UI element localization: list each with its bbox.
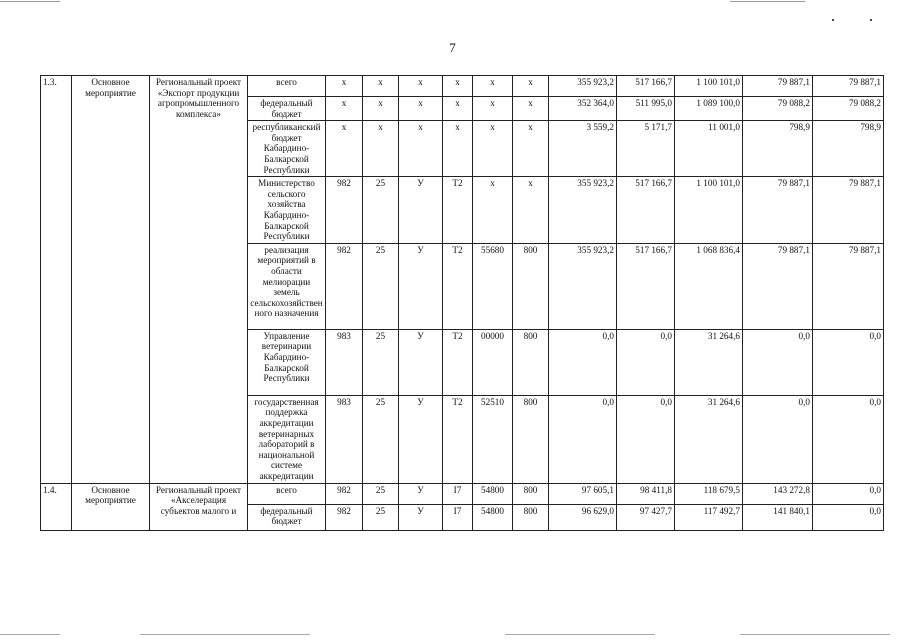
amount-year-4: 143 272,8: [743, 483, 813, 504]
code-program: У: [399, 243, 443, 329]
code-program: У: [399, 395, 443, 483]
code-section: 25: [363, 483, 399, 504]
funding-source: всего: [248, 76, 326, 97]
code-section: 25: [363, 329, 399, 395]
amount-year-5: 0,0: [813, 483, 884, 504]
amount-year-3: 117 492,7: [675, 504, 743, 530]
funding-source: государственная поддержка аккредитации ветеринарных лабораторий в национальной системе аккредитации: [248, 395, 326, 483]
amount-year-3: 118 679,5: [675, 483, 743, 504]
amount-year-3: 11 001,0: [675, 121, 743, 177]
code-subprogram: Т2: [443, 177, 473, 244]
code-target: 52510: [473, 395, 513, 483]
amount-year-2: 517 166,7: [617, 76, 675, 97]
page-number: 7: [449, 40, 456, 55]
code-program: У: [399, 483, 443, 504]
scan-edge-mark: [0, 634, 60, 635]
code-section: х: [363, 121, 399, 177]
budget-table: [40, 75, 884, 531]
code-section: 25: [363, 177, 399, 244]
code-target: х: [473, 177, 513, 244]
amount-year-3: 1 089 100,0: [675, 97, 743, 121]
amount-year-2: 5 171,7: [617, 121, 675, 177]
code-expense-type: 800: [513, 483, 549, 504]
code-target: х: [473, 121, 513, 177]
row-number: 1.3.: [41, 76, 72, 484]
table-body: [41, 76, 884, 531]
amount-year-5: 798,9: [813, 121, 884, 177]
funding-source: реализация мероприятий в области мелиорации земель сельскохозяйственного назначения: [248, 243, 326, 329]
amount-year-3: 1 100 101,0: [675, 76, 743, 97]
code-subprogram: I7: [443, 483, 473, 504]
code-expense-type: 800: [513, 395, 549, 483]
code-expense-type: 800: [513, 329, 549, 395]
funding-source: федеральный бюджет: [248, 97, 326, 121]
funding-source: республиканский бюджет Кабардино-Балкарской Республики: [248, 121, 326, 177]
code-program: х: [399, 76, 443, 97]
amount-year-5: 79 887,1: [813, 243, 884, 329]
amount-year-3: 1 100 101,0: [675, 177, 743, 244]
amount-year-1: 355 923,2: [549, 243, 617, 329]
amount-year-2: 517 166,7: [617, 243, 675, 329]
code-grbs: 982: [326, 243, 363, 329]
scan-edge-mark: [140, 634, 310, 635]
amount-year-2: 98 411,8: [617, 483, 675, 504]
amount-year-1: 96 629,0: [549, 504, 617, 530]
code-grbs: 982: [326, 177, 363, 244]
code-program: У: [399, 177, 443, 244]
code-section: х: [363, 97, 399, 121]
code-grbs: 983: [326, 329, 363, 395]
row-number: 1.4.: [41, 483, 72, 530]
scan-edge-mark: [505, 634, 655, 635]
amount-year-5: 79 887,1: [813, 76, 884, 97]
amount-year-2: 511 995,0: [617, 97, 675, 121]
amount-year-2: 97 427,7: [617, 504, 675, 530]
measure-type: Основное мероприятие: [72, 483, 150, 530]
amount-year-4: 141 840,1: [743, 504, 813, 530]
code-target: х: [473, 97, 513, 121]
amount-year-1: 355 923,2: [549, 177, 617, 244]
amount-year-1: 3 559,2: [549, 121, 617, 177]
project-name: Региональный проект «Акселерация субъектов малого и: [150, 483, 248, 530]
code-expense-type: х: [513, 76, 549, 97]
code-target: 00000: [473, 329, 513, 395]
scan-edge-mark: [730, 1, 805, 2]
funding-source: федеральный бюджет: [248, 504, 326, 530]
amount-year-1: 355 923,2: [549, 76, 617, 97]
amount-year-3: 1 068 836,4: [675, 243, 743, 329]
code-program: х: [399, 97, 443, 121]
code-expense-type: х: [513, 177, 549, 244]
project-name: Региональный проект «Экспорт продукции агропромышленного комплекса»: [150, 76, 248, 484]
code-section: 25: [363, 395, 399, 483]
code-subprogram: Т2: [443, 243, 473, 329]
amount-year-4: 79 887,1: [743, 76, 813, 97]
scan-edge-mark: [740, 634, 890, 635]
code-subprogram: Т2: [443, 395, 473, 483]
table-row: [41, 483, 884, 504]
code-section: 25: [363, 243, 399, 329]
scan-speck: [832, 19, 834, 21]
code-target: 55680: [473, 243, 513, 329]
funding-source: Управление ветеринарии Кабардино-Балкарской Республики: [248, 329, 326, 395]
amount-year-3: 31 264,6: [675, 395, 743, 483]
code-subprogram: х: [443, 76, 473, 97]
code-grbs: х: [326, 76, 363, 97]
amount-year-4: 79 887,1: [743, 177, 813, 244]
code-section: 25: [363, 504, 399, 530]
code-expense-type: х: [513, 121, 549, 177]
code-section: х: [363, 76, 399, 97]
amount-year-4: 0,0: [743, 329, 813, 395]
code-expense-type: 800: [513, 504, 549, 530]
code-subprogram: I7: [443, 504, 473, 530]
code-expense-type: 800: [513, 243, 549, 329]
measure-type: Основное мероприятие: [72, 76, 150, 484]
funding-source: всего: [248, 483, 326, 504]
code-target: х: [473, 76, 513, 97]
table-row: [41, 76, 884, 97]
amount-year-1: 352 364,0: [549, 97, 617, 121]
code-subprogram: Т2: [443, 329, 473, 395]
amount-year-4: 79 887,1: [743, 243, 813, 329]
amount-year-4: 798,9: [743, 121, 813, 177]
scan-speck: [870, 19, 872, 21]
amount-year-3: 31 264,6: [675, 329, 743, 395]
code-grbs: х: [326, 97, 363, 121]
amount-year-1: 0,0: [549, 329, 617, 395]
amount-year-5: 79 088,2: [813, 97, 884, 121]
amount-year-1: 97 605,1: [549, 483, 617, 504]
funding-source: Министерство сельского хозяйства Кабардино-Балкарской Республики: [248, 177, 326, 244]
amount-year-1: 0,0: [549, 395, 617, 483]
code-expense-type: х: [513, 97, 549, 121]
amount-year-5: 0,0: [813, 395, 884, 483]
code-program: У: [399, 329, 443, 395]
amount-year-4: 0,0: [743, 395, 813, 483]
code-grbs: 983: [326, 395, 363, 483]
amount-year-2: 517 166,7: [617, 177, 675, 244]
amount-year-5: 0,0: [813, 329, 884, 395]
amount-year-5: 79 887,1: [813, 177, 884, 244]
code-target: 54800: [473, 483, 513, 504]
amount-year-5: 0,0: [813, 504, 884, 530]
amount-year-2: 0,0: [617, 329, 675, 395]
code-grbs: 982: [326, 504, 363, 530]
code-program: х: [399, 121, 443, 177]
amount-year-4: 79 088,2: [743, 97, 813, 121]
code-subprogram: х: [443, 97, 473, 121]
code-subprogram: х: [443, 121, 473, 177]
scan-edge-mark: [0, 1, 60, 2]
amount-year-2: 0,0: [617, 395, 675, 483]
code-grbs: 982: [326, 483, 363, 504]
code-target: 54800: [473, 504, 513, 530]
code-grbs: х: [326, 121, 363, 177]
code-program: У: [399, 504, 443, 530]
